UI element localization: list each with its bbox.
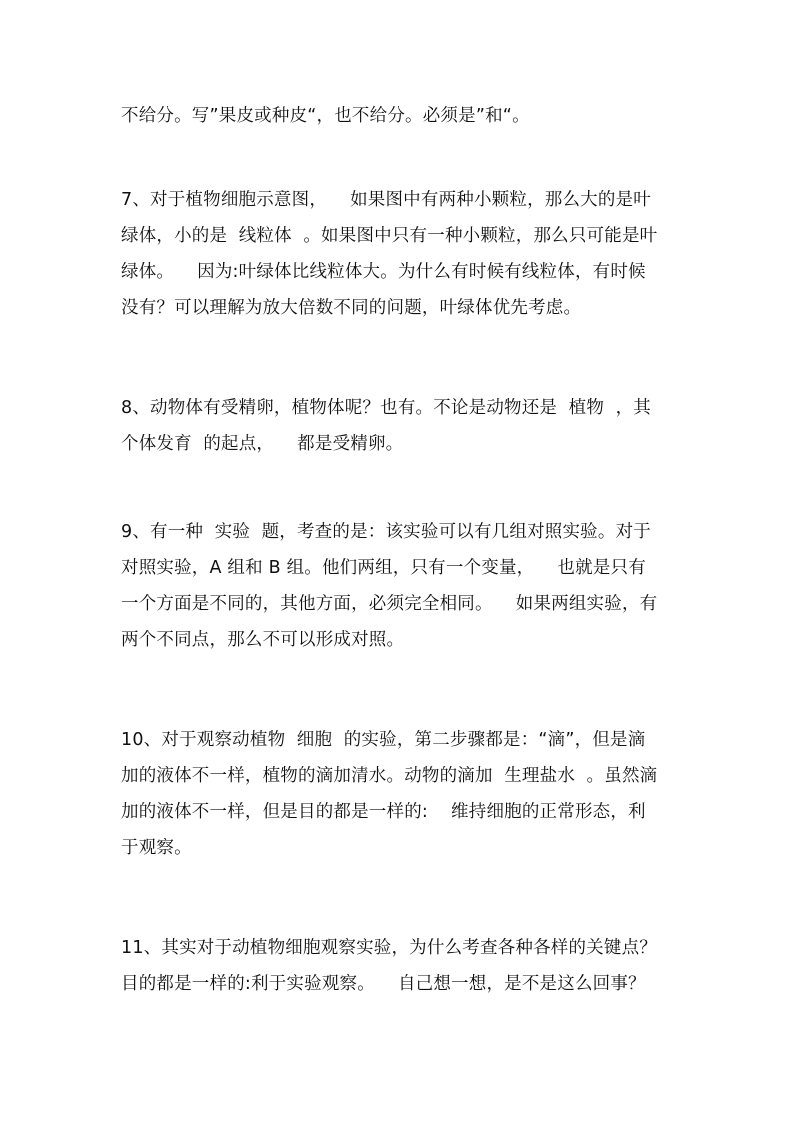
text-line: 绿体。 因为:叶绿体比线粒体大。为什么有时候有线粒体，有时候 [121,262,646,282]
text-line: 一个方面是不同的，其他方面，必须完全相同。 如果两组实验，有 [121,594,658,614]
text-line: 9、有一种 实验 题，考查的是：该实验可以有几组对照实验。对于 [121,522,651,542]
text-line: 加的液体不一样，但是目的都是一样的: 维持细胞的正常形态，利 [121,802,646,822]
text-line: 7、对于植物细胞示意图， 如果图中有两种小颗粒，那么大的是叶 [121,190,651,210]
text-line: 对照实验，A 组和 B 组。他们两组，只有一个变量， 也就是只有 [121,558,646,578]
text-line: 两个不同点，那么不可以形成对照。 [121,630,405,650]
text-line: 没有？可以理解为放大倍数不同的问题，叶绿体优先考虑。 [121,298,582,318]
paragraph-item-8 [121,390,681,462]
paragraph-intro [121,98,681,134]
text-line: 11、其实对于动植物细胞观察实验，为什么考查各种各样的关键点？ [121,938,657,958]
paragraph-item-11 [121,930,681,1002]
text-line: 10、对于观察动植物 细胞 的实验，第二步骤都是：“滴”，但是滴 [121,730,646,750]
paragraph-item-7 [121,182,681,326]
text-line: 8、动物体有受精卵，植物体呢？也有。不论是动物还是 植物 ，其 [121,398,651,418]
text-line: 目的都是一样的:利于实验观察。 自己想一想，是不是这么回事？ [121,974,646,994]
text-line: 不给分。写”果皮或种皮“，也不给分。必须是”和“。 [121,106,530,126]
paragraph-item-10 [121,722,681,866]
text-line: 个体发育 的起点， 都是受精卵。 [121,434,404,454]
text-line: 绿体，小的是 线粒体 。如果图中只有一种小颗粒，那么只可能是叶 [121,226,658,246]
paragraph-item-9 [121,514,681,658]
text-line: 于观察。 [121,838,192,858]
text-line: 加的液体不一样，植物的滴加清水。动物的滴加 生理盐水 。虽然滴 [121,766,658,786]
